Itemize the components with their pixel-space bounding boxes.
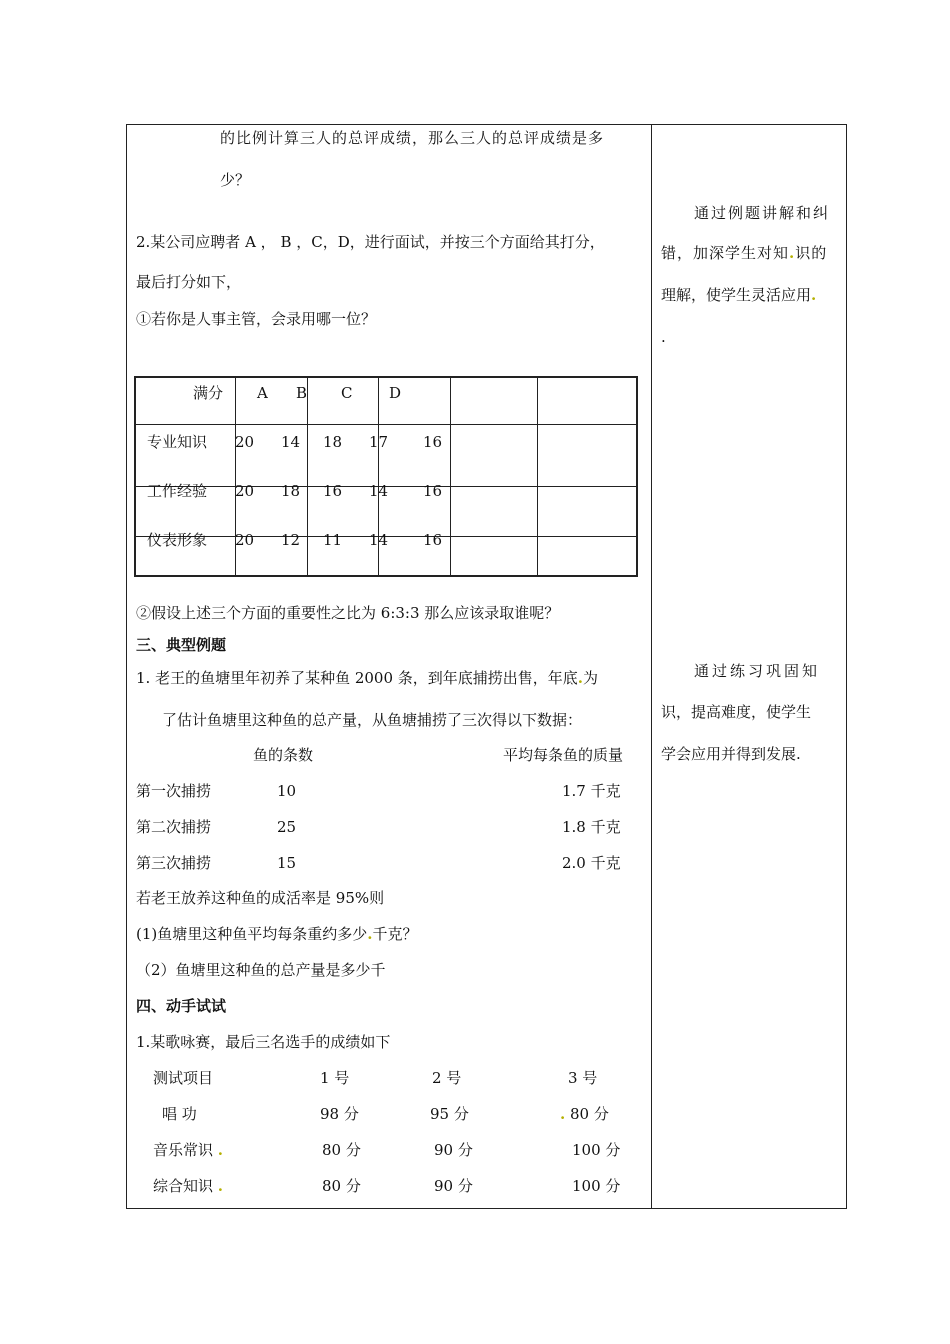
note-line: 通过例题讲解和纠 (694, 204, 831, 222)
question-2-line: 最后打分如下， (136, 273, 242, 291)
table-cell: 14 (369, 531, 389, 549)
note-line: 识，提高难度，使学生 (661, 703, 812, 721)
table-cell: 18 (281, 482, 301, 500)
table-header-cell: 测试项目 (153, 1069, 214, 1087)
table-row-label: 工作经验 (147, 482, 208, 500)
example-1-question: （2）鱼塘里这种鱼的总产量是多少千 (136, 961, 386, 979)
table-cell: 25 (277, 818, 297, 836)
section-heading: 三、典型例题 (136, 636, 227, 654)
exercise-1-line: 1.某歌咏赛，最后三名选手的成绩如下 (136, 1033, 391, 1051)
table-cell: 16 (423, 531, 443, 549)
table-cell: 100 分 (572, 1141, 621, 1159)
table-header-cell: 3 号 (568, 1069, 598, 1087)
table-header-cell: D (389, 384, 402, 402)
question-2-subquestion: ①若你是人事主管，会录用哪一位？ (136, 310, 377, 328)
table-cell: 90 分 (434, 1177, 473, 1195)
table-header-cell: 平均每条鱼的质量 (503, 746, 624, 764)
table-row-label: 第一次捕捞 (136, 782, 212, 800)
table-cell: 16 (423, 482, 443, 500)
example-1-line: 1. 老王的鱼塘里年初养了某种鱼 2000 条，到年底捕捞出售，年底.为 (136, 669, 599, 687)
table-cell: 11 (323, 531, 343, 549)
table-header-cell: 1 号 (320, 1069, 350, 1087)
table-row-label: 第三次捕捞 (136, 854, 212, 872)
table-header-cell: C (341, 384, 353, 402)
table-row-label: 仪表形象 (147, 531, 208, 549)
table-cell: 18 (323, 433, 343, 451)
table-cell: . 80 分 (560, 1105, 609, 1123)
table-row-label: 唱 功 (162, 1105, 197, 1123)
problem-text-line: 的比例计算三人的总评成绩，那么三人的总评成绩是多 (220, 129, 605, 147)
example-1-question: (1)鱼塘里这种鱼平均每条重约多少.千克？ (136, 925, 418, 943)
table-row-label: 音乐常识 . (153, 1141, 224, 1159)
note-line: 错，加深学生对知.识的 (661, 244, 828, 262)
table-header-cell: 满分 (193, 384, 224, 402)
table-cell: 80 分 (322, 1141, 361, 1159)
table-row-label: 第二次捕捞 (136, 818, 212, 836)
table-cell: 100 分 (572, 1177, 621, 1195)
table-cell: 15 (277, 854, 297, 872)
note-line: 通过练习巩固知 (694, 662, 821, 680)
table-header-cell: B (296, 384, 308, 402)
example-1-condition: 若老王放养这种鱼的成活率是 95%则 (136, 889, 385, 907)
table-header-cell: A (257, 384, 268, 402)
table-header-cell: 2 号 (432, 1069, 462, 1087)
table-row-label: 综合知识 . (153, 1177, 224, 1195)
table-header-cell: 鱼的条数 (253, 746, 314, 764)
question-2-line: 2.某公司应聘者 A ， B ，C，D，进行面试，并按三个方面给其打分， (136, 233, 605, 251)
table-cell: 10 (277, 782, 297, 800)
table-row-label: 专业知识 (147, 433, 208, 451)
note-line: 理解，使学生灵活应用. (661, 286, 817, 304)
table-cell: 98 分 (320, 1105, 359, 1123)
example-1-line: 了估计鱼塘里这种鱼的总产量，从鱼塘捕捞了三次得以下数据： (162, 711, 583, 729)
table-cell: 1.8 千克 (562, 818, 621, 836)
table-cell: 1.7 千克 (562, 782, 621, 800)
question-2-subquestion: ②假设上述三个方面的重要性之比为 6:3:3 那么应该录取谁呢？ (136, 604, 560, 622)
table-cell: 14 (369, 482, 389, 500)
table-cell: 95 分 (430, 1105, 469, 1123)
table-cell: 16 (423, 433, 443, 451)
table-cell: 16 (323, 482, 343, 500)
section-heading: 四、动手试试 (136, 997, 227, 1015)
table-cell: 80 分 (322, 1177, 361, 1195)
note-line: . (661, 328, 666, 346)
table-cell: 14 (281, 433, 301, 451)
table-cell: 90 分 (434, 1141, 473, 1159)
table-cell: 20 (235, 433, 255, 451)
note-line: 学会应用并得到发展. (661, 745, 801, 763)
table-cell: 20 (235, 531, 255, 549)
column-divider (651, 124, 652, 1209)
table-cell: 17 (369, 433, 389, 451)
table-cell: 12 (281, 531, 301, 549)
table-cell: 20 (235, 482, 255, 500)
problem-text-line: 少？ (220, 171, 251, 189)
table-cell: 2.0 千克 (562, 854, 621, 872)
